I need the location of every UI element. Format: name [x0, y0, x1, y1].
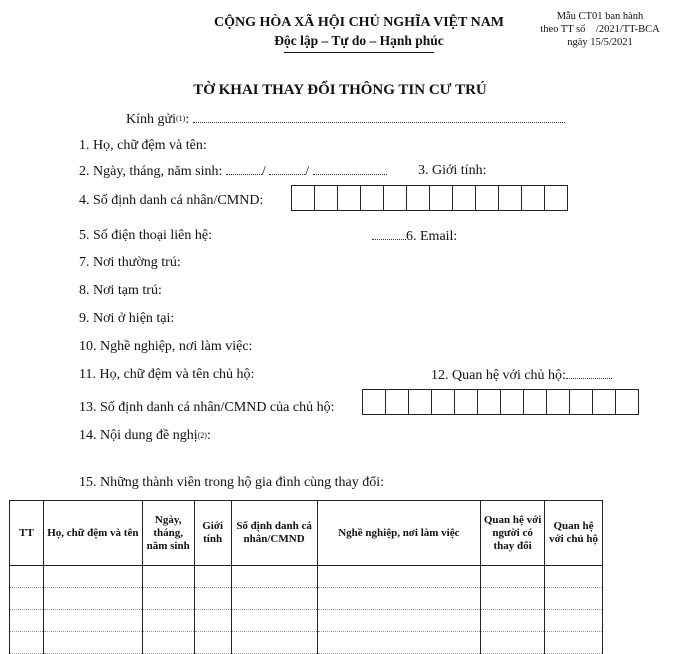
field-household-head[interactable]: 11. Họ, chữ đệm và tên chủ hộ:: [79, 367, 255, 382]
table-cell[interactable]: [43, 610, 142, 632]
id-digit-box[interactable]: [406, 185, 430, 211]
field-relation-to-head[interactable]: [431, 366, 612, 385]
table-row: [10, 566, 603, 588]
head-id-digit-box[interactable]: [477, 389, 501, 415]
table-cell[interactable]: [481, 632, 545, 654]
head-id-digit-box[interactable]: [523, 389, 547, 415]
head-id-digit-box[interactable]: [592, 389, 616, 415]
field-gender[interactable]: 3. Giới tính:: [418, 163, 487, 178]
head-id-digit-box[interactable]: [454, 389, 478, 415]
table-cell[interactable]: [317, 566, 481, 588]
relation-dotline: [566, 366, 612, 379]
request-content-colon: :: [206, 428, 211, 443]
table-row: [10, 588, 603, 610]
kinh-gui-colon: :: [185, 112, 190, 127]
table-cell[interactable]: [231, 610, 317, 632]
head-id-digit-box[interactable]: [362, 389, 386, 415]
table-cell[interactable]: [142, 632, 194, 654]
national-motto: Độc lập – Tự do – Hạnh phúc: [274, 33, 444, 48]
head-id-digit-box[interactable]: [431, 389, 455, 415]
field-current-residence[interactable]: 9. Nơi ở hiện tại:: [79, 311, 175, 326]
table-cell[interactable]: [194, 632, 231, 654]
request-content-footnote: (2): [197, 431, 207, 440]
head-id-boxes[interactable]: [363, 389, 639, 415]
table-cell[interactable]: [317, 588, 481, 610]
field-kinh-gui[interactable]: [126, 110, 565, 129]
header-full-name: Họ, chữ đệm và tên: [43, 501, 142, 566]
field-temporary-residence[interactable]: 8. Nơi tạm trú:: [79, 283, 162, 298]
table-cell[interactable]: [481, 566, 545, 588]
table-cell[interactable]: [545, 610, 603, 632]
phone-dotline: [372, 227, 406, 240]
id-digit-box[interactable]: [498, 185, 522, 211]
birth-year-line: [313, 162, 387, 175]
id-digit-box[interactable]: [383, 185, 407, 211]
field-full-name[interactable]: 1. Họ, chữ đệm và tên:: [79, 138, 207, 153]
table-cell[interactable]: [481, 610, 545, 632]
id-digit-box[interactable]: [337, 185, 361, 211]
field-birth-date[interactable]: [79, 162, 387, 181]
field-permanent-residence[interactable]: 7. Nơi thường trú:: [79, 255, 181, 270]
table-cell[interactable]: [142, 566, 194, 588]
table-cell[interactable]: [481, 588, 545, 610]
field-id-number-label: 4. Số định danh cá nhân/CMND:: [79, 193, 264, 208]
nation-name: CỘNG HÒA XÃ HỘI CHỦ NGHĨA VIỆT NAM: [214, 15, 505, 30]
table-cell[interactable]: [10, 610, 44, 632]
table-row: [10, 610, 603, 632]
head-id-digit-box[interactable]: [569, 389, 593, 415]
table-cell[interactable]: [545, 588, 603, 610]
header-gender: Giới tính: [194, 501, 231, 566]
table-header-row: [10, 501, 603, 566]
birth-day-line: [226, 162, 262, 175]
national-header: [214, 14, 504, 53]
birth-month-line: [269, 162, 305, 175]
form-note-line-2: theo TT số /2021/TT-BCA: [540, 24, 660, 35]
household-members-table: [9, 500, 603, 654]
table-row: [10, 632, 603, 654]
field-phone[interactable]: 5. Số điện thoại liên hệ:: [79, 228, 212, 243]
table-cell[interactable]: [545, 566, 603, 588]
header-relation-head: Quan hệ với chủ hộ: [545, 501, 603, 566]
table-cell[interactable]: [43, 632, 142, 654]
field-head-id-label: 13. Số định danh cá nhân/CMND của chủ hộ:: [79, 400, 335, 415]
head-id-digit-box[interactable]: [615, 389, 639, 415]
table-cell[interactable]: [317, 632, 481, 654]
head-id-digit-box[interactable]: [546, 389, 570, 415]
table-cell[interactable]: [194, 610, 231, 632]
id-digit-box[interactable]: [475, 185, 499, 211]
id-digit-box[interactable]: [429, 185, 453, 211]
head-id-digit-box[interactable]: [408, 389, 432, 415]
field-request-content[interactable]: [79, 427, 211, 445]
header-id-number: Số định danh cá nhân/CMND: [231, 501, 317, 566]
form-title: TỜ KHAI THAY ĐỔI THÔNG TIN CƯ TRÚ: [193, 82, 487, 98]
form-note-line-1: Mẫu CT01 ban hành: [556, 11, 644, 22]
field-email[interactable]: [372, 227, 457, 246]
relation-to-head-label: 12. Quan hệ với chủ hộ:: [431, 368, 566, 383]
id-digit-box[interactable]: [314, 185, 338, 211]
table-cell[interactable]: [545, 632, 603, 654]
email-label: 6. Email:: [406, 229, 458, 244]
table-cell[interactable]: [194, 588, 231, 610]
table-cell[interactable]: [317, 610, 481, 632]
header-birth-date: Ngày, tháng, năm sinh: [142, 501, 194, 566]
id-digit-box[interactable]: [291, 185, 315, 211]
birth-date-label: 2. Ngày, tháng, năm sinh:: [79, 164, 223, 179]
head-id-digit-box[interactable]: [500, 389, 524, 415]
id-number-boxes[interactable]: [292, 185, 568, 211]
table-cell[interactable]: [43, 566, 142, 588]
table-cell[interactable]: [43, 588, 142, 610]
kinh-gui-footnote: (1): [175, 114, 186, 123]
header-occupation: Nghề nghiệp, nơi làm việc: [317, 501, 481, 566]
head-id-digit-box[interactable]: [385, 389, 409, 415]
id-digit-box[interactable]: [360, 185, 384, 211]
field-household-members: 15. Những thành viên trong hộ gia đình cùng thay đổi:: [79, 475, 385, 490]
request-content-label: 14. Nội dung đề nghị: [79, 428, 198, 443]
form-reference-note: [520, 10, 680, 49]
id-digit-box[interactable]: [544, 185, 568, 211]
table-cell[interactable]: [231, 588, 317, 610]
table-cell[interactable]: [231, 632, 317, 654]
header-tt: TT: [10, 501, 44, 566]
table-cell[interactable]: [10, 566, 44, 588]
table-cell[interactable]: [10, 632, 44, 654]
table-cell[interactable]: [142, 610, 194, 632]
header-relation-changer: Quan hệ với người có thay đổi: [481, 501, 545, 566]
motto-underline: [284, 52, 434, 53]
form-note-line-3: ngày 15/5/2021: [567, 37, 633, 48]
table-cell[interactable]: [142, 588, 194, 610]
birth-sep-2: /: [305, 164, 310, 179]
table-cell[interactable]: [231, 566, 317, 588]
kinh-gui-label: Kính gửi: [126, 112, 176, 127]
id-digit-box[interactable]: [521, 185, 545, 211]
birth-sep-1: /: [261, 164, 266, 179]
field-occupation[interactable]: 10. Nghề nghiệp, nơi làm việc:: [79, 339, 253, 354]
id-digit-box[interactable]: [452, 185, 476, 211]
kinh-gui-dotline: [193, 110, 565, 123]
table-cell[interactable]: [194, 566, 231, 588]
table-cell[interactable]: [10, 588, 44, 610]
